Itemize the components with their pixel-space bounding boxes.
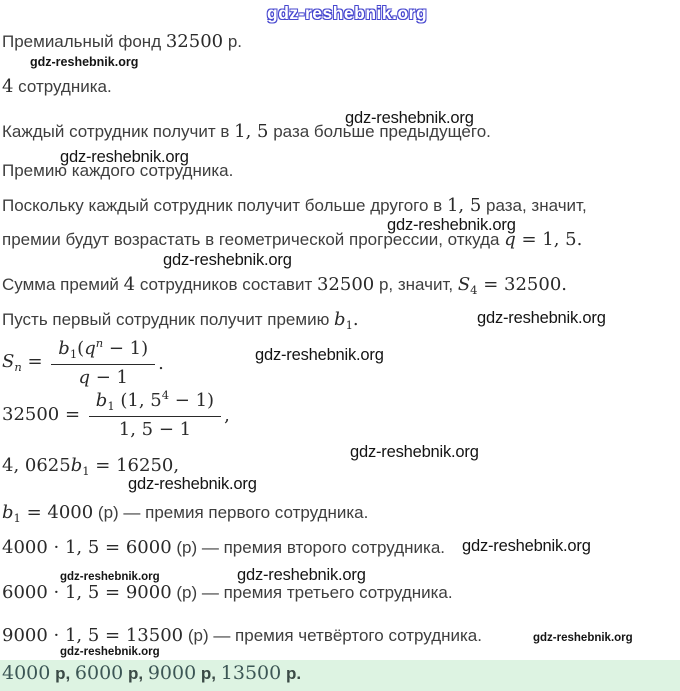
solution-line [2,626,482,647]
formula-left-side [2,352,48,374]
text-segment: р, [196,664,221,683]
text-segment: q [84,338,96,359]
text-segment: сотрудника. [13,77,112,96]
solution-line [2,161,233,181]
text-segment: (р) — премия третьего сотрудника. [171,583,453,602]
site-watermark: gdz-reshebnik.org [255,346,384,364]
text-segment: 4000 [2,662,51,684]
text-segment: (р) — премия четвёртого сотрудника. [183,626,482,645]
text-segment: р, [123,664,148,683]
text-segment: (р) — премия второго сотрудника. [171,538,446,557]
text-segment: 32500 [316,274,375,295]
site-watermark: gdz-reshebnik.org [350,443,479,461]
text-segment: q [78,367,90,389]
text-segment: b [58,338,70,359]
text-segment: (р) — премия первого сотрудника. [93,503,369,522]
solution-line [2,538,445,559]
text-segment: 1 [107,399,115,413]
text-segment: Премию каждого сотрудника. [2,161,234,180]
text-segment: . [158,353,164,375]
solution-line [2,275,567,297]
text-segment: b [2,502,14,523]
text-segment: (1, 5 [114,390,162,411]
solution-line [2,230,582,251]
text-segment: Каждый сотрудник получит в [2,122,235,141]
text-segment: − 1) [169,390,215,411]
text-segment: 1, 5 [446,195,482,216]
site-watermark: gdz-reshebnik.org [477,309,606,327]
text-segment: 1 [13,511,21,525]
formula-left-side [2,405,86,426]
solution-line [2,196,587,217]
text-segment: 4 [161,388,170,402]
solution-line [2,310,359,332]
text-segment: . [352,309,359,330]
solution-line [2,122,491,143]
text-segment: = 1, 5. [515,229,583,250]
text-segment: 13500 [220,662,282,684]
text-segment: 4000 · 1, 5 = 6000 [2,537,172,558]
fraction [89,389,221,441]
fraction-numerator [89,389,221,417]
text-segment: S [2,350,15,372]
text-segment: 1, 5 − 1 [118,419,192,441]
solution-line [2,32,242,53]
text-segment: р. [281,664,302,683]
text-segment: S [457,274,471,295]
text-segment: 4, 0625 [2,455,71,476]
text-segment: = 4000 [20,502,94,523]
formula-line [2,337,164,389]
site-watermark-logo: gdz-reshebnik.org [267,3,428,23]
text-segment: р. [223,32,243,51]
site-watermark: gdz-reshebnik.org [60,571,160,583]
text-segment: ( [77,338,85,359]
site-watermark: gdz-reshebnik.org [60,646,160,658]
site-watermark: gdz-reshebnik.org [387,216,516,234]
text-segment: 1 [345,318,353,332]
text-segment: 1 [82,464,90,478]
text-segment: − 1 [89,367,128,389]
text-segment: = 16250, [89,455,180,476]
text-segment: р, [50,664,75,683]
text-segment: 1, 5 [234,121,269,142]
formula-punctuation [158,354,164,389]
text-segment: 4 [2,76,14,97]
fraction-numerator [51,337,155,365]
text-segment: = 32500. [477,274,568,295]
text-segment: сотрудников составит [135,275,317,294]
formula-punctuation [224,406,230,441]
text-segment: 1 [69,347,78,361]
text-segment: n [14,359,22,374]
text-segment: 4 [123,274,136,295]
fraction-denominator [71,365,135,389]
text-segment: 32500 [165,31,224,52]
text-segment: b [70,455,83,476]
text-segment: b [334,309,346,330]
text-segment: = [21,350,49,372]
answer-band [0,660,680,691]
text-segment: − 1) [103,338,149,359]
formula-line [2,389,230,441]
text-segment: р, значит, [374,275,458,294]
text-segment: Сумма премий [2,275,124,294]
text-segment: n [95,336,104,350]
text-segment: 9000 · 1, 5 = 13500 [2,625,184,646]
text-segment: Поскольку каждый сотрудник получит больше другого в [2,196,447,215]
text-segment: b [95,390,108,411]
text-segment: 6000 · 1, 5 = 9000 [2,582,172,603]
text-segment: 32500 = [2,403,86,425]
text-segment: Премиальный фонд [2,32,166,51]
site-watermark: gdz-reshebnik.org [345,109,474,127]
text-segment: , [224,405,230,427]
site-watermark: gdz-reshebnik.org [60,148,189,166]
solution-line [2,503,368,525]
site-watermark: gdz-reshebnik.org [533,632,633,644]
site-watermark: gdz-reshebnik.org [128,475,257,493]
text-segment: 6000 [74,662,124,684]
answer-text [2,663,301,685]
fraction-denominator [112,417,198,441]
solution-line [2,583,453,604]
text-segment: q [504,229,516,250]
text-segment: раза больше предыдущего. [268,122,491,141]
site-watermark: gdz-reshebnik.org [163,251,292,269]
solution-line [2,77,112,98]
site-watermark: gdz-reshebnik.org [462,537,591,555]
text-segment: раза, значит, [481,196,587,215]
fraction [51,337,155,389]
text-segment: Пусть первый сотрудник получит премию [2,310,335,329]
site-watermark: gdz-reshebnik.org [30,55,139,69]
site-watermark: gdz-reshebnik.org [237,566,366,584]
text-segment: 4 [470,283,478,297]
text-segment: 9000 [147,662,197,684]
text-segment: премии будут возрастать в геометрической прогрессии, откуда [2,230,505,249]
